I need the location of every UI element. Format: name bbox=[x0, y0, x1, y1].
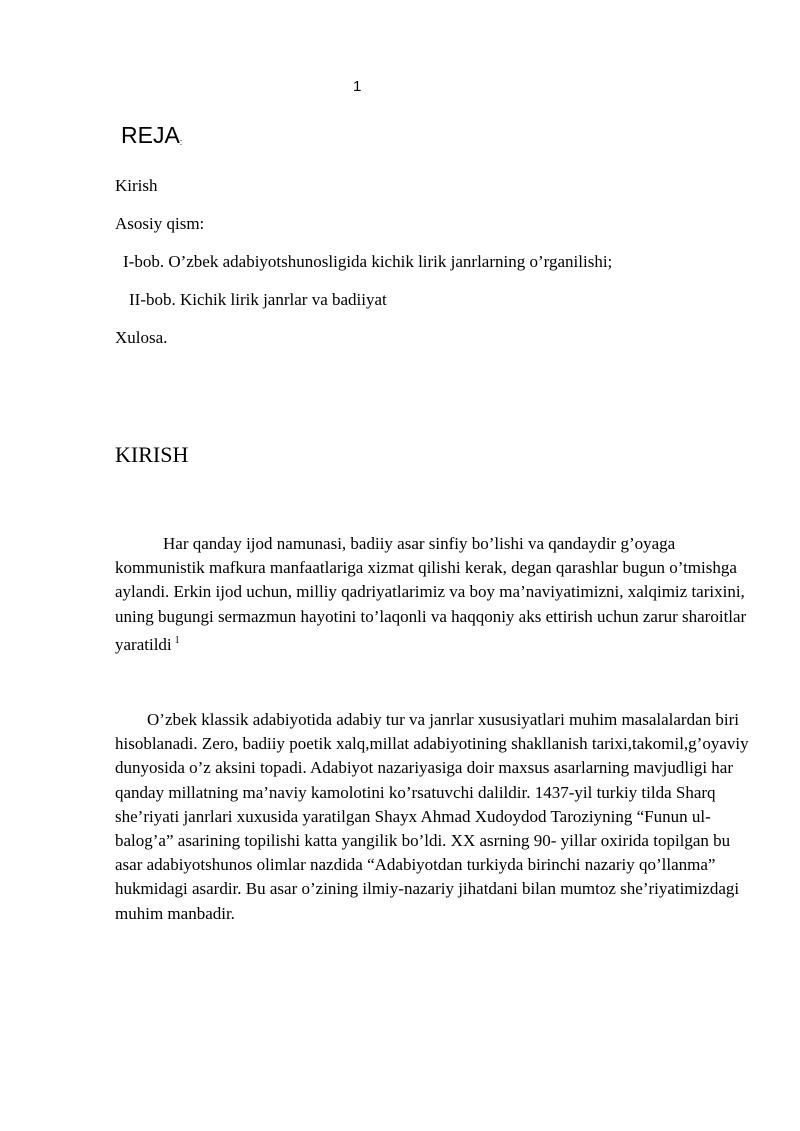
page-number: 1 bbox=[353, 78, 362, 95]
plan-item-conclusion: Xulosa. bbox=[115, 328, 168, 347]
intro-paragraph-1 bbox=[115, 532, 755, 657]
plan-item-kirish: Kirish bbox=[115, 176, 158, 195]
plan-title-colon: : bbox=[179, 137, 183, 147]
plan-item-chapter-1: I-bob. O’zbek adabiyotshunosligida kichik lirik janrlarning o’rganilishi; bbox=[123, 252, 613, 271]
intro-paragraph-2: O’zbek klassik adabiyotida adabiy tur va janrlar xususiyatlari muhim masalalardan biri hisoblanadi. Zero, badiiy poetik xalq,millat adabiyotining shakllanish tarixi,takomil,g’oyaviy dunyosida o’z aksini topadi. Adabiyot nazariyasiga doir maxsus asarlarning mavjudligi har qanday millatning ma’naviy kamolotini ko’rsatuvchi dalildir. 1437-yil turkiy tilda Sharq she’riyati janrlari xuxusida yaratilgan Shayx Ahmad Xudoydod Taroziyning “Funun ul-balog’a” asarining topilishi katta yangilik bo’ldi. XX asrning 90- yillar oxirida topilgan bu asar adabiyotshunos olimlar nazdida “Adabiyotdan turkiyda birinchi nazariy qo’llanma” hukmidagi asardir. Bu asar o’zining ilmiy-nazariy jihatdani bilan mumtoz she’riyatimizdagi muhim manbadir. bbox=[115, 710, 749, 923]
intro-paragraph-1-text: Har qanday ijod namunasi, badiiy asar sinfiy bo’lishi va qandaydir g’oyaga kommunistik mafkura manfaatlariga xizmat qilishi kerak, degan qarashlar bugun o’tmishga aylandi. Erkin ijod uchun, milliy qadriyatlarimiz va boy ma’naviyatimizni, xalqimiz tarixini, uning bugungi sermazmun hayotini to’laqonli va haqqoniy aks ettirish uchun zarur sharoitlar yaratildi bbox=[115, 534, 747, 654]
plan-outline bbox=[115, 172, 612, 362]
footnote-reference[interactable]: 1 bbox=[174, 634, 180, 646]
plan-item-chapter-2: II-bob. Kichik lirik janrlar va badiiyat bbox=[129, 290, 387, 309]
plan-item-main-part: Asosiy qism: bbox=[115, 214, 205, 233]
section-heading-kirish: KIRISH bbox=[115, 442, 189, 467]
plan-title-text: REJA bbox=[121, 122, 180, 148]
plan-title bbox=[121, 124, 182, 147]
